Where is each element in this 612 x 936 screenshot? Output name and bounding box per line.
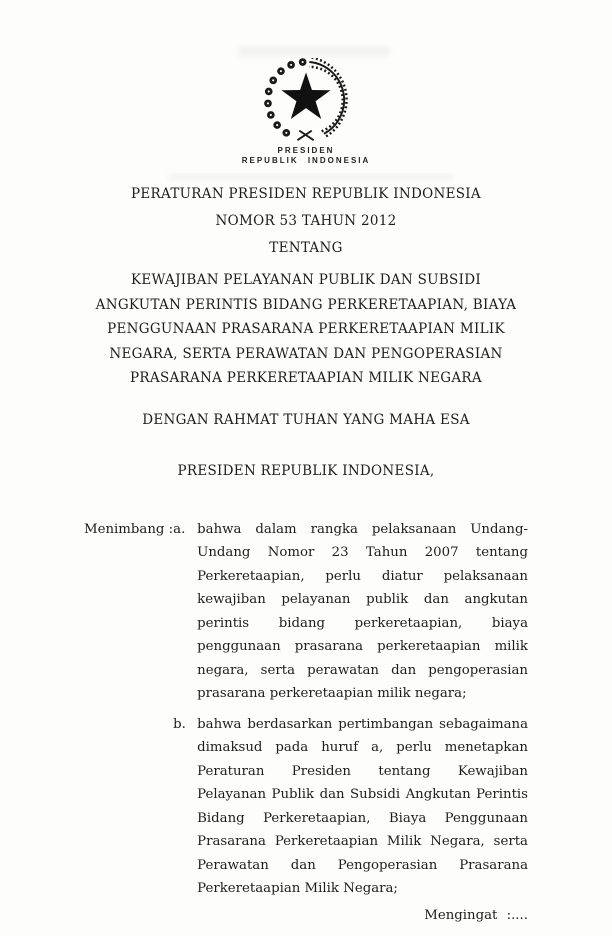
letterhead-agency-line2: REPUBLIK INDONESIA [241,155,371,165]
title-block [0,187,612,391]
considering-label: Menimbang : [84,521,174,537]
tentang-label: TENTANG [269,240,343,256]
considering-section [84,518,528,901]
considering-items [173,518,528,901]
item-text: bahwa berdasarkan pertimbangan sebagaimana dimaksud pada huruf a, perlu menetapkan Peraturan Presiden tentang Kewajiban Pelayanan Publik dan Subsidi Angkutan Perintis Bidang Perkeretaapian, Biaya Penggunaan Prasarana Perkeretaapian Milik Negara, serta Perawatan dan Pengoperasian Prasarana Perkeretaapian Milik Negara; [197,716,528,896]
considering-item-b [173,713,528,901]
regulation-type: PERATURAN PRESIDEN REPUBLIK INDONESIA [131,186,481,202]
regulation-subject: KEWAJIBAN PELAYANAN PUBLIK DAN SUBSIDI ANGKUTAN PERINTIS BIDANG PERKERETAAPIAN, BIAYA PENGGUNAAN PRASARANA PERKERETAAPIAN MILIK NEGARA, SERTA PERAWATAN DAN PENGOPERASIAN PRASARANA PERKERETAAPIAN MILIK NEGARA [95,272,517,386]
issuer-line: PRESIDEN REPUBLIK INDONESIA, [177,462,435,479]
star-icon [281,72,330,119]
item-text: bahwa dalam rangka pelaksanaan Undang-Undang Nomor 23 Tahun 2007 tentang Perkeretaapian, perlu diatur pelaksanaan kewajiban pelayanan publik dan angkutan perintis bidang perkeretaapian, biaya penggunaan prasarana perkeretaapian milik negara, serta perawatan dan pengoperasian prasarana perkeretaapian milik negara; [197,521,528,701]
item-marker: b. [173,716,186,732]
considering-item-a [173,518,528,706]
next-section-cue: Mengingat :.... [424,907,528,923]
item-marker: a. [173,521,186,537]
regulation-number: NOMOR 53 TAHUN 2012 [215,213,397,229]
scan-artifact [168,173,454,181]
letterhead [0,0,612,165]
star-wreath-emblem-icon [246,58,366,144]
letterhead-agency-line1: PRESIDEN [277,146,335,155]
scan-artifact [238,46,390,57]
invocation-line: DENGAN RAHMAT TUHAN YANG MAHA ESA [142,411,470,428]
